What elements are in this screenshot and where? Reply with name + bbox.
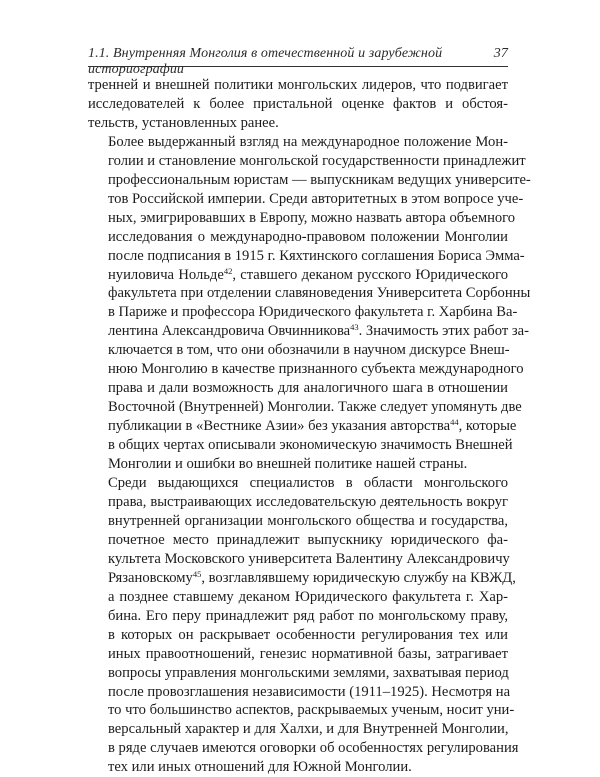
- footnote-ref[interactable]: 45: [192, 568, 202, 579]
- line-text: в ряде случаев имеются оговорки об особенностях регулирования: [108, 740, 519, 757]
- text-line: [88, 190, 524, 209]
- line-text: Монголии и ошибки во внешней политике нашей страны.: [108, 456, 468, 473]
- text-line: [88, 739, 519, 758]
- line-text: иных правоотношений, генезис нормативной базы, затрагивает: [108, 645, 508, 662]
- running-header: [88, 46, 508, 78]
- line-text: то что большинство аспектов, раскрываемых ученым, носит уни-: [108, 702, 515, 719]
- text-line: [88, 758, 508, 777]
- line-text: после подписания в 1915 г. Кяхтинского соглашения Бориса Эмма-: [108, 247, 525, 264]
- text-line: [88, 379, 508, 398]
- text-line: [88, 455, 508, 474]
- line-text: исследования о международно-правовом положении Монголии: [108, 228, 508, 245]
- line-text: тех или иных отношений для Южной Монголии.: [108, 759, 412, 776]
- header-rule: [88, 66, 508, 67]
- line-text: тельств, установленных ранее.: [88, 114, 279, 131]
- line-text: Более выдержанный взгляд на международное положение Мон-: [108, 133, 508, 150]
- text-line: [88, 152, 526, 171]
- text-line: [88, 133, 508, 152]
- text-line: [88, 493, 508, 512]
- line-text: ключается в том, что они обозначили в научном дискурсе Внеш-: [108, 342, 510, 359]
- line-text-continued: , ставшего деканом русского Юридического: [232, 266, 509, 283]
- footnote-ref[interactable]: 43: [350, 322, 359, 333]
- body-text: [88, 76, 531, 777]
- line-text: права, выстраивающих исследовательскую деятельность вокруг: [108, 493, 508, 510]
- text-line: [88, 512, 508, 531]
- line-text-continued: , возглавлявшему юридическую службу на КВЖД,: [201, 569, 516, 586]
- line-text: профессиональным юристам — выпускникам ведущих университе-: [108, 171, 531, 188]
- text-line: [88, 701, 515, 720]
- text-line: [88, 398, 522, 417]
- footnote-ref[interactable]: 44: [450, 417, 459, 428]
- line-text: факультета при отделении славяноведения Университета Сорбонны: [108, 285, 531, 302]
- text-line: [88, 228, 508, 247]
- line-text: нуиловича Нольде: [108, 266, 224, 283]
- text-line: [88, 607, 508, 626]
- line-text: версальный характер и для Халхи, и для Внутренней Монголии,: [108, 721, 509, 738]
- line-text: тов Российской империи. Среди авторитетных в этом вопросе уче-: [108, 190, 524, 207]
- text-line: [88, 474, 508, 493]
- running-title: 1.1. Внутренняя Монголия в отечественной и зарубежной историографии: [88, 46, 443, 77]
- line-text: внутренней организации монгольского общества и государства,: [108, 512, 508, 529]
- text-line: [88, 531, 508, 550]
- line-text: голии и становление монгольской государственности принадлежит: [108, 152, 526, 169]
- text-line: [88, 76, 508, 95]
- text-line: [88, 588, 508, 607]
- line-text-continued: . Значимость этих работ за-: [358, 323, 529, 340]
- line-text: в которых он раскрывает особенности регулирования тех или: [108, 626, 508, 643]
- text-line: [88, 550, 508, 569]
- text-line: [88, 303, 518, 322]
- line-text: Среди выдающихся специалистов в области монгольского: [108, 475, 508, 492]
- text-line: [88, 568, 516, 588]
- line-text: в общих чертах описывали экономическую значимость Внешней: [108, 437, 513, 454]
- text-line: [88, 209, 516, 228]
- text-line: [88, 720, 508, 739]
- text-line: [88, 171, 531, 190]
- line-text: исследователей к более пристальной оценке фактов и обстоя-: [88, 95, 508, 112]
- paragraph: [88, 76, 508, 133]
- line-text: в Париже и профессора Юридического факультета г. Харбина Ва-: [108, 304, 518, 321]
- text-line: [88, 626, 508, 645]
- text-line: [88, 341, 508, 360]
- line-text: нюю Монголию в качестве признанного субъекта международного: [108, 361, 524, 378]
- line-text: ных, эмигрировавших в Европу, можно назвать автора объемного: [108, 209, 516, 226]
- footnote-ref[interactable]: 42: [223, 265, 233, 276]
- line-text: почетное место принадлежит выпускнику юридического фа-: [108, 531, 508, 548]
- line-text: после провозглашения независимости (1911–1925). Несмотря на: [108, 683, 511, 700]
- text-line: [88, 322, 529, 341]
- text-line: [88, 436, 513, 455]
- text-line: [88, 95, 508, 114]
- line-text: Рязановскому: [108, 569, 193, 586]
- text-line: [88, 360, 524, 379]
- paragraph: [88, 133, 531, 474]
- line-text: права и дали возможность для аналогичного шага в отношении: [108, 380, 508, 397]
- page-number: 37: [493, 46, 508, 61]
- text-line: [88, 683, 511, 702]
- line-text: публикации в «Вестнике Азии» без указания авторства: [108, 418, 451, 435]
- text-line: [88, 247, 525, 266]
- line-text: а позднее ставшему деканом Юридического факультета г. Хар-: [108, 588, 508, 605]
- line-text: лентина Александровича Овчинникова: [108, 323, 351, 340]
- line-text: бина. Его перу принадлежит ряд работ по монгольскому праву,: [108, 607, 508, 624]
- text-line: [88, 664, 508, 683]
- text-line: [88, 114, 508, 133]
- paragraph: [88, 474, 519, 777]
- text-line: [88, 645, 508, 664]
- line-text: вопросы управления монгольскими землями, захватывая период: [108, 664, 509, 681]
- line-text: культета Московского университета Валентину Александровичу: [108, 550, 510, 567]
- line-text-continued: , которые: [458, 418, 517, 435]
- text-line: [88, 417, 517, 436]
- line-text: тренней и внешней политики монгольских лидеров, что подвигает: [88, 77, 508, 93]
- text-line: [88, 284, 531, 303]
- line-text: Восточной (Внутренней) Монголии. Также следует упомянуть две: [108, 399, 522, 416]
- text-line: [88, 266, 508, 285]
